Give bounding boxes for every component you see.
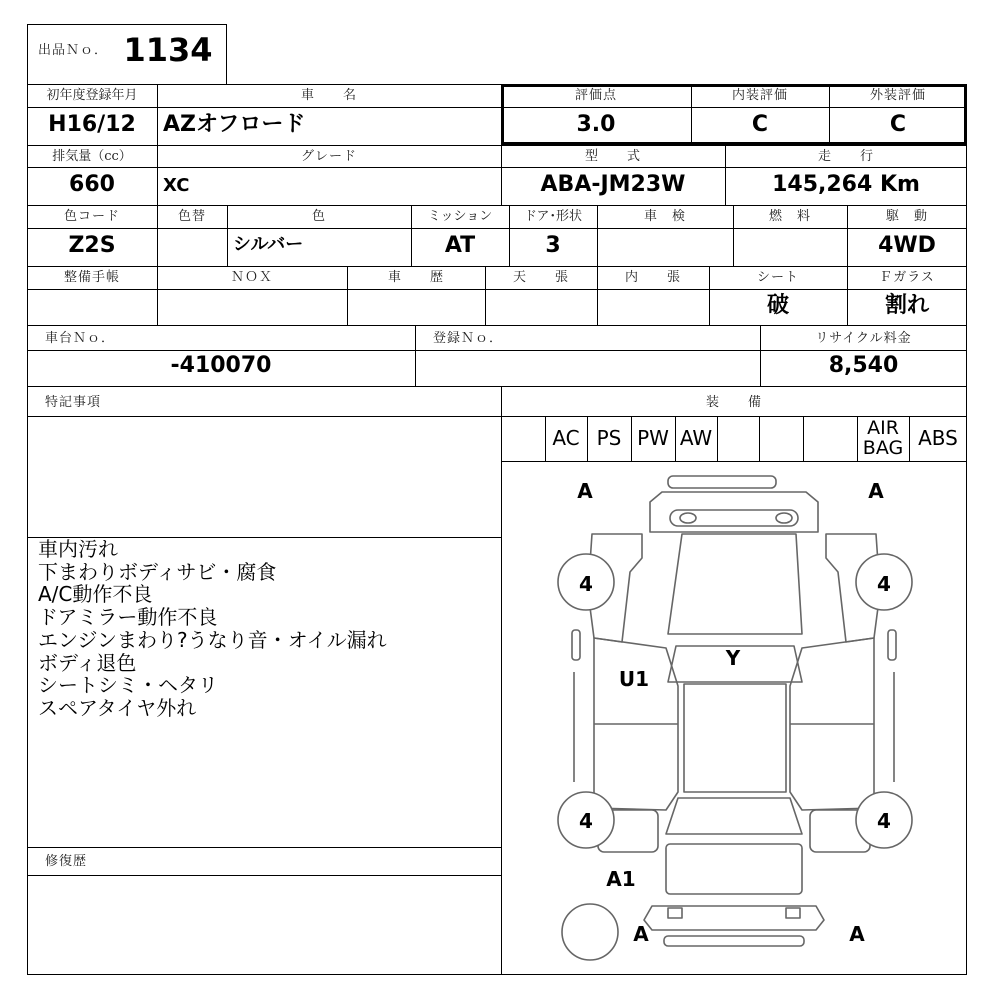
exterior-value: C <box>889 112 907 137</box>
seat-value: 破 <box>766 293 789 318</box>
mark-rear-left: A1 <box>606 867 636 891</box>
lining-label: 内 張 <box>624 270 681 285</box>
lot-label: 出品Ｎｏ． <box>38 43 109 58</box>
fuel-label: 燃 料 <box>768 209 811 224</box>
repaint-label: 色替 <box>177 209 206 224</box>
note-line: ドアミラー動作不良 <box>38 605 218 630</box>
tailgate-shape <box>666 844 802 894</box>
roof-label: 天 張 <box>512 270 569 285</box>
mark-rear-left-tire: 4 <box>579 809 593 833</box>
mileage-value: 145,264 Km <box>772 172 920 197</box>
inspection-label: 車 検 <box>643 209 686 224</box>
v-eq-5 <box>717 416 718 461</box>
equip-airbag: AIR BAG <box>862 417 904 459</box>
transmission-value: AT <box>444 233 476 258</box>
door-value: 3 <box>545 233 561 258</box>
interior-value: C <box>751 112 769 137</box>
exterior-label: 外装評価 <box>869 88 926 103</box>
equipment-label: 装 備 <box>705 395 762 410</box>
glass-label: Ｆガラス <box>879 270 935 285</box>
first-reg-value: H16/12 <box>48 112 136 137</box>
equip-ps: PS <box>596 426 622 450</box>
first-reg-label: 初年度登録年月 <box>46 88 138 103</box>
line-row5-sub <box>27 350 967 351</box>
recycle-value: 8,540 <box>828 353 899 378</box>
score-value: 3.0 <box>576 112 616 137</box>
note-line: スペアタイヤ外れ <box>38 695 197 720</box>
history-label: 車 歴 <box>387 270 444 285</box>
reg-no-label: 登録Ｎｏ． <box>433 331 504 346</box>
right-mirror-shape <box>888 630 896 660</box>
equip-pw: PW <box>637 426 669 450</box>
note-line: エンジンまわり?うなり音・オイル漏れ <box>38 627 387 652</box>
drive-value: 4WD <box>878 233 936 258</box>
mark-windshield: Y <box>725 646 741 670</box>
line-row3-bottom <box>27 266 967 267</box>
equip-aw: AW <box>679 426 713 450</box>
chassis-value: -410070 <box>170 353 272 378</box>
mark-left-side: U1 <box>618 667 650 691</box>
spare-tire-circle <box>562 904 618 960</box>
mileage-label: 走 行 <box>817 149 874 164</box>
seat-label: シート <box>756 270 799 285</box>
v-eq-6 <box>759 416 760 461</box>
equip-abs: ABS <box>918 426 958 450</box>
color-code-label: 色コード <box>63 209 120 224</box>
recycle-label: リサイクル料金 <box>815 331 912 346</box>
v-r5-a <box>415 325 416 386</box>
mark-rear-right-corner: A <box>849 922 865 946</box>
note-line: シートシミ・ヘタリ <box>38 673 218 698</box>
equip-ac: AC <box>552 426 580 450</box>
rear-lamp-left <box>668 908 682 918</box>
mark-rear-right-tire: 4 <box>877 809 891 833</box>
line-row4-bottom <box>27 325 967 326</box>
grade-value: XC <box>163 175 190 196</box>
car-name-value: AZオフロード <box>163 112 306 137</box>
displacement-value: 660 <box>69 172 115 197</box>
service-book-label: 整備手帳 <box>63 270 120 285</box>
mark-rear-left-corner: A <box>633 922 649 946</box>
line-row3-sub <box>27 228 967 229</box>
model-label: 型 式 <box>584 149 641 164</box>
mark-front-left-corner: A <box>577 479 593 503</box>
front-bumper-shape <box>668 476 776 488</box>
car-name-label: 車 名 <box>300 88 357 103</box>
note-line: 車内汚れ <box>38 537 118 561</box>
mark-front-right-tire: 4 <box>877 572 891 596</box>
line-row1-bottom <box>27 145 967 146</box>
notes-list <box>38 538 387 720</box>
vehicle-diagram <box>502 462 966 974</box>
grade-label: グレード <box>300 149 357 164</box>
color-code-value: Z2S <box>68 233 116 258</box>
notes-label: 特記事項 <box>45 395 102 410</box>
line-row2-sub <box>27 167 967 168</box>
front-emblem-right <box>776 513 792 523</box>
rear-lamp-right <box>786 908 800 918</box>
v-eq-7 <box>803 416 804 461</box>
displacement-label: 排気量（cc） <box>52 149 132 164</box>
line-repair-header <box>27 875 501 876</box>
line-row2-bottom <box>27 205 967 206</box>
note-line: ボディ退色 <box>38 650 137 675</box>
nox-label: ＮＯＸ <box>230 270 273 285</box>
line-row5-bottom <box>27 386 967 387</box>
door-label: ドア･形状 <box>523 209 583 224</box>
hood-shape <box>668 534 802 634</box>
mark-front-right-corner: A <box>868 479 884 503</box>
line-row4-sub <box>27 289 967 290</box>
color-value: シルバー <box>233 234 304 255</box>
mark-front-left-tire: 4 <box>579 572 593 596</box>
score-label: 評価点 <box>574 88 617 103</box>
drive-label: 駆 動 <box>885 209 928 224</box>
repair-label: 修復歴 <box>45 854 88 869</box>
line-repair-top <box>27 847 501 848</box>
model-value: ABA-JM23W <box>540 172 686 197</box>
interior-label: 内装評価 <box>731 88 788 103</box>
rear-bumper-edge <box>664 936 804 946</box>
line-notes-header <box>27 416 967 417</box>
cabin-roof <box>684 684 786 792</box>
front-emblem <box>680 513 696 523</box>
glass-value: 割れ <box>884 293 929 318</box>
rear-window-shape <box>666 798 802 834</box>
left-mirror-shape <box>572 630 580 660</box>
note-line: A/C動作不良 <box>38 582 153 607</box>
lot-number: 1134 <box>123 31 213 69</box>
transmission-label: ミッション <box>427 209 493 224</box>
chassis-label: 車台Ｎｏ． <box>45 331 116 346</box>
color-label: 色 <box>311 209 326 224</box>
note-line: 下まわりボディサビ・腐食 <box>38 559 277 584</box>
